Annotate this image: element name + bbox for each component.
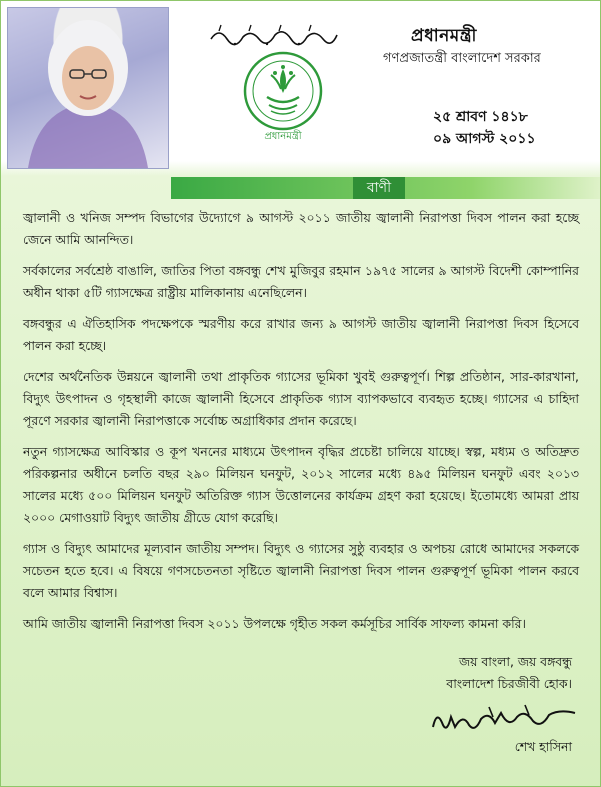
paragraph: দেশের অর্থনৈতিক উন্নয়নে জ্বালানী তথা প্রাকৃতিক গ্যাসের ভূমিকা খুবই গুরুত্বপূর্ণ। শিল্প প্রতিষ্ঠান, সার-কারখানা, বিদ্যুৎ উৎপাদন ও গৃহস্থালী কাজে জ্বালানী হিসেবে প্রাকৃতিক গ্যাস ব্যাপকভাবে ব্যবহৃত হচ্ছে। গ্যাসের এ চাহিদা পূরণে সরকার জ্বালানী নিরাপত্তাকে সর্বোচ্চ অগ্রাধিকার প্রদান করেছে।	[23, 369, 579, 428]
paragraph: নতুন গ্যাসক্ষেত্র আবিস্কার ও কূপ খননের মাধ্যমে উৎপাদন বৃদ্ধির প্রচেষ্টা চালিয়ে যাচ্ছে। স্বল্প, মধ্যম ও অতিদ্রুত পরিকল্পনার অধীনে চলতি বছর ২৯০ মিলিয়ন ঘনফুট, ২০১২ সালের মধ্যে ৪৯৫ মিলিয়ন ঘনফুট এবং ২০১৩ সালের মধ্যে ৫০০ মিলিয়ন ঘনফুট অতিরিক্ত গ্যাস উত্তোলনের কার্যক্রম গ্রহণ করা হয়েছে। ইতোমধ্যে আমরা প্রায় ২০০০ মেগাওয়াট বিদ্যুৎ জাতীয় গ্রীডে যোগ করেছি।	[23, 444, 579, 525]
paragraph: বঙ্গবন্ধুর এ ঐতিহাসিক পদক্ষেপকে স্মরণীয় করে রাখার জন্য ৯ আগস্ট জাতীয় জ্বালানী নিরাপত্তা দিবস হিসেবে পালন করা হচ্ছে।	[23, 316, 579, 353]
handwritten-signature	[429, 703, 579, 737]
portrait-illustration	[8, 8, 168, 168]
message-body	[23, 207, 579, 644]
government-emblem-icon	[241, 49, 325, 133]
date-bangla: ২৫ শ্রাবণ ১৪১৮	[433, 109, 528, 125]
government-name: গণপ্রজাতন্ত্রী বাংলাদেশ সরকার	[383, 51, 541, 66]
signer-name: শেখ হাসিনা	[514, 739, 572, 754]
section-label: বাণী	[353, 177, 405, 199]
bismillah-calligraphy	[209, 23, 339, 47]
closing-slogans	[446, 651, 572, 695]
emblem-caption: প্রধানমন্ত্রী	[264, 131, 302, 142]
office-title: প্রধানমন্ত্রী	[411, 26, 477, 46]
paragraph: আমি জাতীয় জ্বালানী নিরাপত্তা দিবস ২০১১ উপলক্ষে গৃহীত সকল কর্মসূচির সার্বিক সাফল্য কামনা করি।	[23, 616, 526, 631]
closing-line: বাংলাদেশ চিরজীবী হোক।	[446, 676, 572, 691]
paragraph: জ্বালানী ও খনিজ সম্পদ বিভাগের উদ্যোগে ৯ আগস্ট ২০১১ জাতীয় জ্বালানী নিরাপত্তা দিবস পালন করা হচ্ছে জেনে আমি আনন্দিত।	[23, 210, 579, 247]
closing-line: জয় বাংলা, জয় বঙ্গবন্ধু	[459, 654, 572, 669]
paragraph: সর্বকালের সর্বশ্রেষ্ঠ বাঙালি, জাতির পিতা বঙ্গবন্ধু শেখ মুজিবুর রহমান ১৯৭৫ সালের ৯ আগস্ট বিদেশী কোম্পানির অধীন থাকা ৫টি গ্যাসক্ষেত্র রাষ্ট্রীয় মালিকানায় এনেছিলেন।	[23, 263, 579, 300]
paragraph: গ্যাস ও বিদ্যুৎ আমাদের মূল্যবান জাতীয় সম্পদ। বিদ্যুৎ ও গ্যাসের সুষ্ঠু ব্যবহার ও অপচয় রোধে আমাদের সকলকে সচেতন হতে হবে। এ বিষয়ে গণসচেতনতা সৃষ্টিতে জ্বালানী নিরাপত্তা দিবস পালন গুরুত্বপূর্ণ ভূমিকা পালন করবে বলে আমার বিশ্বাস।	[23, 541, 579, 600]
date-gregorian: ০৯ আগস্ট ২০১১	[433, 131, 536, 147]
portrait-photo	[7, 7, 169, 169]
